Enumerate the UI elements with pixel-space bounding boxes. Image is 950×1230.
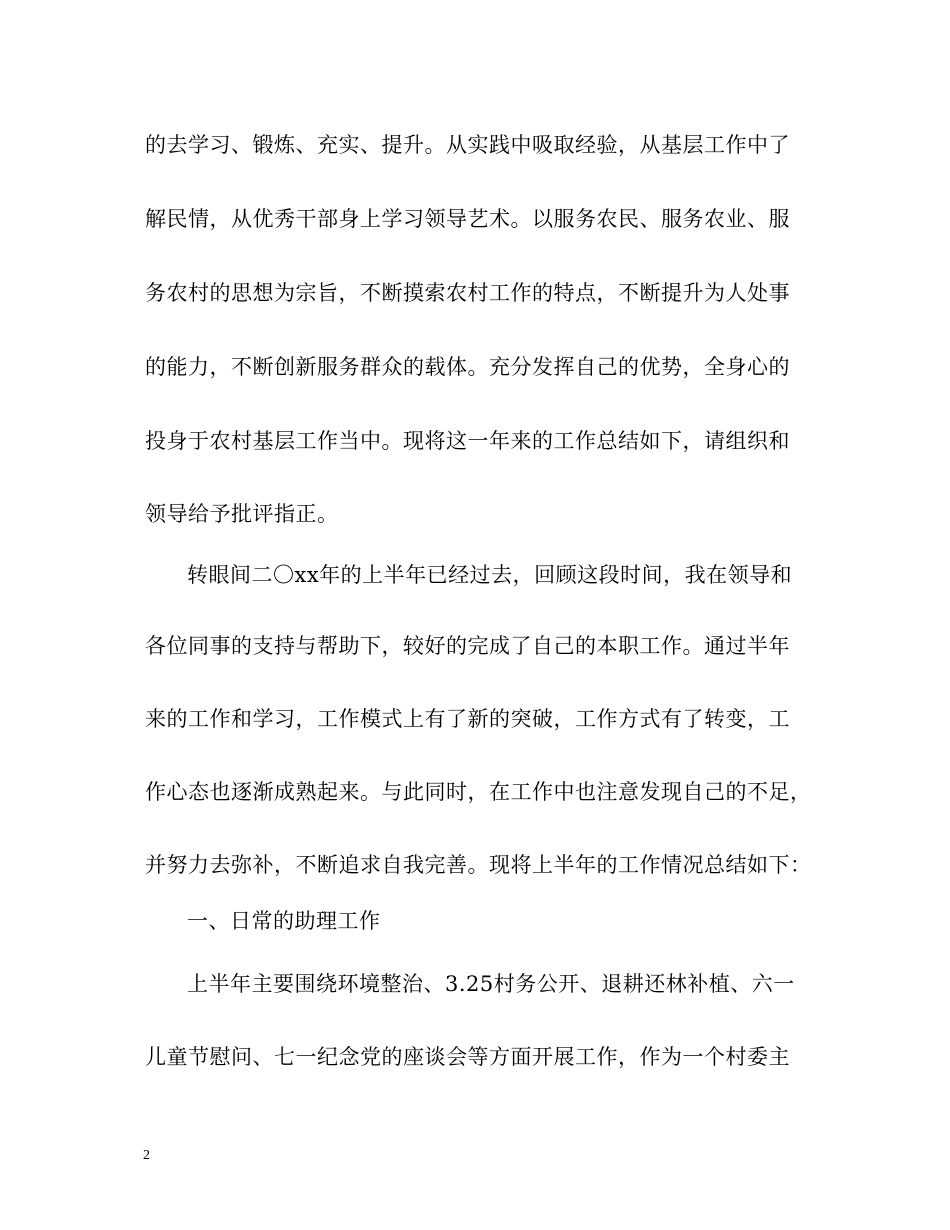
body-text-line: 的去学习、锻炼、充实、提升。从实践中吸取经验，从基层工作中了: [145, 133, 790, 157]
body-text-line: 务农村的思想为宗旨，不断摸索农村工作的特点，不断提升为人处事: [145, 281, 790, 305]
body-text-line: 投身于农村基层工作当中。现将这一年来的工作总结如下，请组织和: [145, 429, 790, 453]
body-text-line: 作心态也逐渐成熟起来。与此同时，在工作中也注意发现自己的不足，: [145, 780, 812, 804]
body-text-line: 领导给予批评指正。: [145, 502, 339, 526]
paragraph-first-line: 上半年主要围绕环境整治、3.25村务公开、退耕还林补植、六一: [187, 972, 795, 996]
body-text-line: 儿童节慰问、七一纪念党的座谈会等方面开展工作，作为一个村委主: [145, 1045, 790, 1069]
body-text-line: 的能力，不断创新服务群众的载体。充分发挥自己的优势，全身心的: [145, 355, 790, 379]
paragraph-first-line: 转眼间二〇xx年的上半年已经过去，回顾这段时间，我在领导和: [187, 563, 793, 587]
body-text-line: 解民情，从优秀干部身上学习领导艺术。以服务农民、服务农业、服: [145, 207, 790, 231]
section-heading: 一、日常的助理工作: [187, 909, 381, 933]
page-number: 2: [143, 1148, 150, 1163]
body-text-line: 各位同事的支持与帮助下，较好的完成了自己的本职工作。通过半年: [145, 634, 790, 658]
body-text-line: 来的工作和学习，工作模式上有了新的突破，工作方式有了转变，工: [145, 707, 790, 731]
body-text-line: 并努力去弥补，不断追求自我完善。现将上半年的工作情况总结如下：: [145, 853, 812, 877]
